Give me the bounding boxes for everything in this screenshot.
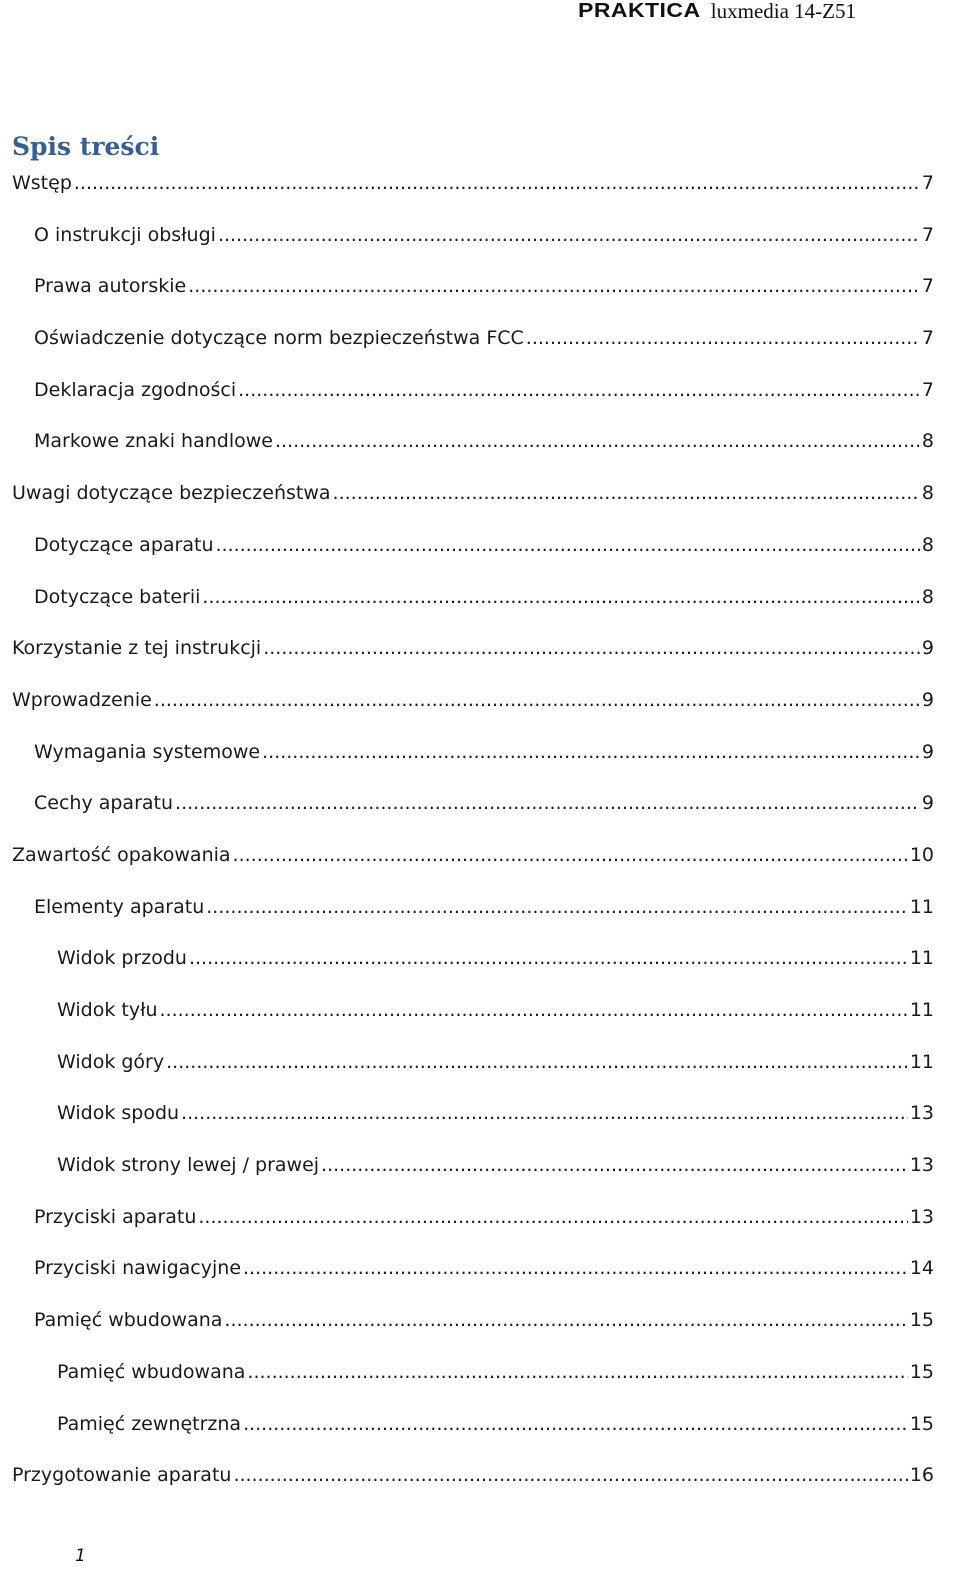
toc-entry[interactable] <box>12 1021 934 1073</box>
toc-entry[interactable] <box>12 1228 934 1280</box>
toc-entry-title: Widok góry <box>57 1050 165 1073</box>
toc-entry-page: 16 <box>909 1464 934 1487</box>
dot-leader <box>233 844 908 866</box>
toc-entry[interactable] <box>12 1435 934 1487</box>
toc-entry-page: 9 <box>921 688 934 711</box>
toc-entry-title: Widok strony lewej / prawej <box>57 1154 320 1177</box>
toc-entry[interactable] <box>12 1383 934 1435</box>
toc-entry[interactable] <box>12 1124 934 1176</box>
toc-entry-page: 7 <box>921 223 934 246</box>
dot-leader <box>154 689 920 711</box>
toc-entry-page: 7 <box>921 275 934 298</box>
toc-entry-page: 14 <box>909 1257 934 1280</box>
toc-entry-page: 9 <box>921 740 934 763</box>
toc-entry-page: 11 <box>909 947 934 970</box>
toc-entry-title: Markowe znaki handlowe <box>34 430 273 453</box>
dot-leader <box>198 1206 907 1228</box>
dot-leader <box>206 896 908 918</box>
toc-entry[interactable] <box>12 194 934 246</box>
toc-entry-title: O instrukcji obsługi <box>34 223 216 246</box>
toc-entry-page: 15 <box>909 1360 934 1383</box>
toc-entry-title: Dotyczące aparatu <box>34 533 214 556</box>
toc-entry-title: Prawa autorskie <box>34 275 187 298</box>
toc-entry[interactable] <box>12 504 934 556</box>
toc-entry-page: 8 <box>921 533 934 556</box>
table-of-contents <box>12 158 934 1486</box>
dot-leader <box>74 172 920 194</box>
page-header <box>578 0 856 24</box>
toc-entry-title: Widok tyłu <box>57 999 158 1021</box>
toc-entry[interactable] <box>12 246 934 298</box>
dot-leader <box>160 999 908 1021</box>
toc-entry[interactable] <box>12 1279 934 1331</box>
dot-leader <box>275 430 920 452</box>
toc-entry[interactable] <box>12 349 934 401</box>
brand-logo: PRAKTICA <box>578 0 701 22</box>
toc-entry[interactable] <box>12 608 934 660</box>
toc-entry-title: Dotyczące baterii <box>34 585 201 608</box>
toc-entry-page: 15 <box>909 1309 934 1332</box>
dot-leader <box>188 275 920 297</box>
toc-entry[interactable] <box>12 918 934 970</box>
toc-entry[interactable] <box>12 297 934 349</box>
dot-leader <box>321 1154 908 1176</box>
dot-leader <box>181 1102 908 1124</box>
toc-heading: Spis treści <box>12 132 160 161</box>
toc-entry-page: 15 <box>909 1412 934 1435</box>
toc-entry-title: Przyciski nawigacyjne <box>34 1257 242 1280</box>
toc-entry[interactable] <box>12 969 934 1021</box>
toc-entry[interactable] <box>12 452 934 504</box>
toc-entry-page: 9 <box>921 637 934 660</box>
model-name: luxmedia 14-Z51 <box>710 0 856 23</box>
dot-leader <box>215 534 919 556</box>
toc-entry-title: Widok spodu <box>57 1102 180 1125</box>
dot-leader <box>238 379 920 401</box>
dot-leader <box>218 224 920 246</box>
toc-entry-title: Korzystanie z tej instrukcji <box>12 637 262 660</box>
dot-leader <box>243 1413 908 1435</box>
toc-entry-title: Elementy aparatu <box>34 895 205 918</box>
toc-entry-title: Pamięć zewnętrzna <box>57 1412 242 1435</box>
toc-entry[interactable] <box>12 1176 934 1228</box>
toc-entry[interactable] <box>12 1331 934 1383</box>
toc-entry-page: 7 <box>921 172 934 194</box>
dot-leader <box>189 947 908 969</box>
toc-entry-page: 8 <box>921 585 934 608</box>
toc-entry[interactable] <box>12 814 934 866</box>
toc-entry-title: Wymagania systemowe <box>34 740 261 763</box>
toc-entry-title: Przygotowanie aparatu <box>12 1464 232 1487</box>
dot-leader <box>262 741 920 763</box>
toc-entry[interactable] <box>12 158 934 194</box>
dot-leader <box>243 1257 908 1279</box>
toc-entry-page: 13 <box>909 1205 934 1228</box>
toc-entry-page: 11 <box>909 1050 934 1073</box>
toc-entry-title: Wprowadzenie <box>12 688 152 711</box>
dot-leader <box>233 1464 907 1486</box>
toc-entry[interactable] <box>12 401 934 453</box>
toc-entry[interactable] <box>12 659 934 711</box>
toc-entry-page: 13 <box>909 1154 934 1177</box>
toc-entry-title: Uwagi dotyczące bezpieczeństwa <box>12 482 331 505</box>
toc-entry-title: Pamięć wbudowana <box>34 1309 223 1332</box>
toc-entry-title: Oświadczenie dotyczące norm bezpieczeństwa FCC <box>34 327 524 350</box>
toc-entry-page: 7 <box>921 378 934 401</box>
toc-entry-page: 8 <box>921 482 934 505</box>
toc-entry-page: 8 <box>921 430 934 453</box>
toc-entry-title: Deklaracja zgodności <box>34 378 237 401</box>
toc-entry-page: 11 <box>909 999 934 1021</box>
toc-entry-title: Widok przodu <box>57 947 187 970</box>
toc-entry[interactable] <box>12 1073 934 1125</box>
dot-leader <box>526 327 920 349</box>
dot-leader <box>263 637 920 659</box>
toc-entry-title: Przyciski aparatu <box>34 1205 197 1228</box>
toc-entry-title: Cechy aparatu <box>34 792 174 815</box>
dot-leader <box>175 792 920 814</box>
toc-entry-page: 13 <box>909 1102 934 1125</box>
toc-entry-title: Pamięć wbudowana <box>57 1360 246 1383</box>
toc-entry-page: 7 <box>921 327 934 350</box>
toc-entry-title: Wstęp <box>12 172 72 194</box>
dot-leader <box>166 1051 908 1073</box>
toc-entry-page: 10 <box>909 843 934 866</box>
dot-leader <box>224 1309 907 1331</box>
dot-leader <box>333 482 920 504</box>
dot-leader <box>247 1361 907 1383</box>
toc-entry-page: 11 <box>909 895 934 918</box>
toc-entry-page: 9 <box>921 792 934 815</box>
toc-entry[interactable] <box>12 866 934 918</box>
toc-entry[interactable] <box>12 711 934 763</box>
page-number: 1 <box>75 1546 86 1566</box>
toc-entry-title: Zawartość opakowania <box>12 843 231 866</box>
dot-leader <box>202 586 920 608</box>
toc-entry[interactable] <box>12 556 934 608</box>
toc-entry[interactable] <box>12 763 934 815</box>
